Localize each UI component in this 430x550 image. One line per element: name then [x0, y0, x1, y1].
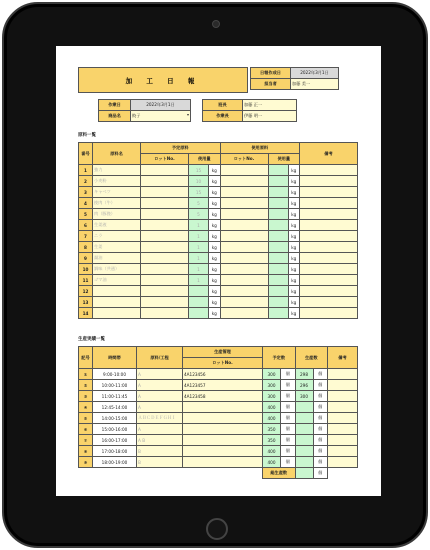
row-number: 5 [79, 209, 93, 220]
unit-label: kg [288, 253, 300, 264]
used-lot-cell[interactable] [220, 297, 268, 308]
unit-label: kg [288, 264, 300, 275]
time-slot: 12:45-14:00 [93, 402, 137, 413]
used-qty-cell[interactable] [268, 297, 288, 308]
used-lot-cell[interactable] [220, 286, 268, 297]
work-date-value[interactable]: 2022年3月1日 [131, 100, 191, 111]
materials-heading: 原料一覧 [78, 133, 96, 138]
material-name[interactable]: 挽肉（牛） [93, 198, 141, 209]
col-no: 番号 [79, 143, 93, 165]
unit-label: 個 [281, 457, 296, 468]
material-name[interactable]: 生姜 [93, 242, 141, 253]
production-heading: 生産実績一覧 [78, 337, 105, 342]
row-symbol: ⑤ [79, 413, 93, 424]
unit-label: kg [209, 176, 221, 187]
remarks-cell[interactable] [328, 380, 358, 391]
remarks-cell[interactable] [328, 446, 358, 457]
time-slot: 15:00-16:00 [93, 424, 137, 435]
unit-label: 個 [313, 413, 328, 424]
time-slot: 18:00-19:00 [93, 457, 137, 468]
time-slot: 11:00-11:45 [93, 391, 137, 402]
unit-label: 個 [313, 380, 328, 391]
row-symbol: ② [79, 380, 93, 391]
col-time: 時間帯 [93, 347, 137, 369]
produced-count[interactable]: 300 [295, 391, 313, 402]
remarks-cell[interactable] [300, 187, 358, 198]
remarks-cell[interactable] [300, 297, 358, 308]
material-name[interactable]: 調味（共通） [93, 264, 141, 275]
unit-label: kg [288, 220, 300, 231]
remarks-cell[interactable] [300, 220, 358, 231]
planned-count[interactable]: 300 [263, 391, 281, 402]
row-number: 1 [79, 165, 93, 176]
planned-qty-cell[interactable]: 5 [189, 209, 209, 220]
remarks-cell[interactable] [328, 369, 358, 380]
spreadsheet-screen [56, 46, 381, 496]
remarks-cell[interactable] [300, 231, 358, 242]
planned-count[interactable]: 400 [263, 457, 281, 468]
time-slot: 16:00-17:00 [93, 435, 137, 446]
home-button[interactable] [206, 518, 228, 540]
unit-label: kg [288, 231, 300, 242]
used-qty-cell[interactable] [268, 209, 288, 220]
material-name[interactable] [93, 297, 141, 308]
material-name[interactable]: キャベツ [93, 187, 141, 198]
material-name[interactable]: ゴマ油 [93, 275, 141, 286]
unit-label: kg [209, 209, 221, 220]
work-date-label: 作業日 [99, 100, 131, 111]
tablet-frame [2, 2, 428, 548]
table-row [79, 435, 358, 446]
planned-lot-cell[interactable] [141, 187, 189, 198]
planned-qty-cell[interactable]: 1 [189, 231, 209, 242]
table-row [79, 457, 358, 468]
col-planned: 予定原料 [141, 143, 221, 154]
unit-label: 個 [313, 369, 328, 380]
unit-label: kg [288, 275, 300, 286]
planned-lot-cell[interactable] [141, 297, 189, 308]
col-remarks: 備考 [300, 143, 358, 165]
row-number: 6 [79, 220, 93, 231]
planned-lot-cell[interactable] [141, 209, 189, 220]
row-number: 3 [79, 187, 93, 198]
planned-lot-cell[interactable] [141, 275, 189, 286]
used-lot-cell[interactable] [220, 242, 268, 253]
unit-label: kg [209, 275, 221, 286]
row-symbol: ⑥ [79, 424, 93, 435]
lot-number[interactable] [183, 435, 263, 446]
material-process[interactable]: A [137, 369, 183, 380]
produced-count[interactable]: 296 [295, 380, 313, 391]
unit-label: kg [288, 187, 300, 198]
planned-qty-cell[interactable]: 10 [189, 176, 209, 187]
used-lot-cell[interactable] [220, 220, 268, 231]
col-name: 原料名 [93, 143, 141, 165]
col-qty-1: 使用量 [189, 154, 221, 165]
unit-label: kg [288, 297, 300, 308]
material-process[interactable]: A B [137, 435, 183, 446]
row-number: 7 [79, 231, 93, 242]
table-row [79, 369, 358, 380]
used-qty-cell[interactable] [268, 220, 288, 231]
material-name[interactable]: 強力 [93, 165, 141, 176]
col-qty-2: 使用量 [268, 154, 300, 165]
material-process[interactable]: B [137, 457, 183, 468]
unit-label: kg [209, 231, 221, 242]
used-lot-cell[interactable] [220, 275, 268, 286]
table-row [79, 275, 358, 286]
planned-lot-cell[interactable] [141, 220, 189, 231]
col-material: 原料/工程 [137, 347, 183, 369]
material-name[interactable]: 醤油 [93, 253, 141, 264]
table-row [79, 413, 358, 424]
produced-count[interactable] [295, 435, 313, 446]
table-row [79, 242, 358, 253]
unit-label: kg [209, 264, 221, 275]
unit-label: 個 [281, 391, 296, 402]
planned-lot-cell[interactable] [141, 242, 189, 253]
material-process[interactable]: A [137, 424, 183, 435]
time-slot: 14:00-15:00 [93, 413, 137, 424]
remarks-cell[interactable] [300, 242, 358, 253]
row-number: 8 [79, 242, 93, 253]
time-slot: 9:00-10:00 [93, 369, 137, 380]
lot-number[interactable] [183, 424, 263, 435]
person-value[interactable]: 加藤 美一 [291, 79, 339, 90]
unit-label: kg [209, 297, 221, 308]
unit-label: 個 [281, 369, 296, 380]
camera-icon [212, 20, 220, 28]
used-lot-cell[interactable] [220, 308, 268, 319]
material-process[interactable]: ＡＢＣＤＥＦＧＨＩ [137, 413, 183, 424]
used-qty-cell[interactable] [268, 242, 288, 253]
row-symbol: ⑦ [79, 435, 93, 446]
planned-lot-cell[interactable] [141, 165, 189, 176]
used-lot-cell[interactable] [220, 176, 268, 187]
remarks-cell[interactable] [328, 457, 358, 468]
used-qty-cell[interactable] [268, 231, 288, 242]
used-qty-cell[interactable] [268, 286, 288, 297]
unit-label: kg [288, 165, 300, 176]
material-process[interactable]: B [137, 446, 183, 457]
row-symbol: ④ [79, 402, 93, 413]
planned-qty-cell[interactable]: 1 [189, 242, 209, 253]
row-symbol: ① [79, 369, 93, 380]
page-title: 加 工 日 報 [78, 67, 248, 93]
created-value[interactable]: 2022年3月1日 [291, 68, 339, 79]
table-row [79, 391, 358, 402]
row-symbol: ⑧ [79, 446, 93, 457]
used-lot-cell[interactable] [220, 198, 268, 209]
planned-lot-cell[interactable] [141, 198, 189, 209]
table-row [79, 286, 358, 297]
remarks-cell[interactable] [328, 424, 358, 435]
planned-qty-cell[interactable]: 5 [189, 198, 209, 209]
unit-label: kg [209, 253, 221, 264]
row-number: 13 [79, 297, 93, 308]
planned-lot-cell[interactable] [141, 253, 189, 264]
row-number: 10 [79, 264, 93, 275]
table-row [79, 187, 358, 198]
planned-lot-cell[interactable] [141, 176, 189, 187]
lot-number[interactable]: 4A123458 [183, 391, 263, 402]
planned-qty-cell[interactable]: 1 [189, 264, 209, 275]
row-number: 2 [79, 176, 93, 187]
row-number: 12 [79, 286, 93, 297]
unit-label: kg [209, 308, 221, 319]
row-symbol: ③ [79, 391, 93, 402]
remarks-cell[interactable] [300, 176, 358, 187]
unit-label: kg [209, 187, 221, 198]
col-lot-2: ロットNo. [220, 154, 268, 165]
used-lot-cell[interactable] [220, 165, 268, 176]
lot-number[interactable] [183, 402, 263, 413]
unit-label: kg [288, 308, 300, 319]
work-leader-label: 作業長 [203, 111, 243, 122]
person-label: 担当者 [251, 79, 291, 90]
remarks-cell[interactable] [328, 413, 358, 424]
planned-qty-cell[interactable]: 15 [189, 187, 209, 198]
used-qty-cell[interactable] [268, 165, 288, 176]
col-prod-lot: ロットNo. [183, 358, 263, 369]
table-row [79, 297, 358, 308]
planned-count[interactable]: 350 [263, 435, 281, 446]
planned-qty-cell[interactable] [189, 308, 209, 319]
produced-count[interactable] [295, 446, 313, 457]
table-row [79, 165, 358, 176]
table-row [79, 220, 358, 231]
remarks-cell[interactable] [300, 253, 358, 264]
planned-count[interactable]: 400 [263, 402, 281, 413]
table-row [79, 264, 358, 275]
unit-label: 個 [313, 446, 328, 457]
table-row [79, 402, 358, 413]
product-select[interactable]: 餃子 ▾ [131, 111, 191, 122]
planned-count[interactable]: 400 [263, 446, 281, 457]
total-unit: 個 [313, 468, 328, 479]
produced-count[interactable]: 298 [295, 369, 313, 380]
table-row [79, 446, 358, 457]
row-number: 4 [79, 198, 93, 209]
info-table [98, 99, 297, 122]
time-slot: 17:00-18:00 [93, 446, 137, 457]
planned-count[interactable]: 300 [263, 369, 281, 380]
unit-label: kg [288, 286, 300, 297]
lot-number[interactable]: 4A123457 [183, 380, 263, 391]
section-chief-value[interactable]: 加藤 正一 [243, 100, 297, 111]
unit-label: kg [209, 242, 221, 253]
unit-label: 個 [281, 402, 296, 413]
meta-table [250, 67, 339, 90]
material-process[interactable]: A [137, 380, 183, 391]
material-name[interactable]: ニラ [93, 231, 141, 242]
lot-number[interactable] [183, 457, 263, 468]
unit-label: 個 [313, 435, 328, 446]
used-lot-cell[interactable] [220, 253, 268, 264]
material-name[interactable] [93, 286, 141, 297]
remarks-cell[interactable] [300, 165, 358, 176]
created-label: 日報作成日 [251, 68, 291, 79]
unit-label: 個 [281, 424, 296, 435]
unit-label: kg [288, 198, 300, 209]
material-process[interactable]: A [137, 391, 183, 402]
produced-count[interactable] [295, 402, 313, 413]
unit-label: 個 [313, 402, 328, 413]
unit-label: kg [209, 286, 221, 297]
used-qty-cell[interactable] [268, 264, 288, 275]
product-label: 商品名 [99, 111, 131, 122]
remarks-cell[interactable] [328, 391, 358, 402]
planned-qty-cell[interactable]: 1 [189, 220, 209, 231]
planned-lot-cell[interactable] [141, 264, 189, 275]
used-lot-cell[interactable] [220, 264, 268, 275]
remarks-cell[interactable] [300, 198, 358, 209]
used-qty-cell[interactable] [268, 176, 288, 187]
row-symbol: ⑨ [79, 457, 93, 468]
table-row [79, 176, 358, 187]
unit-label: 個 [281, 413, 296, 424]
remarks-cell[interactable] [300, 286, 358, 297]
planned-qty-cell[interactable]: 1 [189, 275, 209, 286]
lot-number[interactable] [183, 413, 263, 424]
planned-lot-cell[interactable] [141, 286, 189, 297]
material-name[interactable] [93, 308, 141, 319]
materials-table [78, 142, 358, 319]
time-slot: 10:00-11:00 [93, 380, 137, 391]
planned-lot-cell[interactable] [141, 231, 189, 242]
col-produced: 生産数 [295, 347, 328, 369]
unit-label: 個 [281, 380, 296, 391]
planned-count[interactable]: 300 [263, 380, 281, 391]
material-name[interactable]: 肉（豚挽） [93, 209, 141, 220]
table-row [79, 209, 358, 220]
work-leader-value[interactable]: 伊藤 明一 [243, 111, 297, 122]
total-value [295, 468, 313, 479]
used-qty-cell[interactable] [268, 198, 288, 209]
used-lot-cell[interactable] [220, 187, 268, 198]
remarks-cell[interactable] [328, 435, 358, 446]
unit-label: kg [288, 176, 300, 187]
planned-lot-cell[interactable] [141, 308, 189, 319]
col-prod-no: 記号 [79, 347, 93, 369]
used-lot-cell[interactable] [220, 231, 268, 242]
produced-count[interactable] [295, 413, 313, 424]
produced-count[interactable] [295, 424, 313, 435]
unit-label: kg [209, 198, 221, 209]
remarks-cell[interactable] [300, 209, 358, 220]
unit-label: 個 [281, 435, 296, 446]
col-lot-1: ロットNo. [141, 154, 189, 165]
planned-count[interactable]: 400 [263, 413, 281, 424]
material-name[interactable]: 生姜液 [93, 220, 141, 231]
unit-label: kg [209, 220, 221, 231]
row-number: 11 [79, 275, 93, 286]
planned-qty-cell[interactable]: 15 [189, 165, 209, 176]
remarks-cell[interactable] [328, 402, 358, 413]
remarks-cell[interactable] [300, 275, 358, 286]
lot-number[interactable] [183, 446, 263, 457]
remarks-cell[interactable] [300, 264, 358, 275]
material-name[interactable]: 小麦粉 [93, 176, 141, 187]
planned-qty-cell[interactable]: 1 [189, 253, 209, 264]
remarks-cell[interactable] [300, 308, 358, 319]
section-chief-label: 班長 [203, 100, 243, 111]
col-used: 使用原料 [220, 143, 300, 154]
used-qty-cell[interactable] [268, 275, 288, 286]
unit-label: kg [209, 165, 221, 176]
table-row [79, 424, 358, 435]
planned-qty-cell[interactable] [189, 297, 209, 308]
row-number: 9 [79, 253, 93, 264]
unit-label: 個 [313, 424, 328, 435]
material-process[interactable]: A [137, 402, 183, 413]
unit-label: 個 [313, 457, 328, 468]
used-qty-cell[interactable] [268, 253, 288, 264]
row-number: 14 [79, 308, 93, 319]
col-prod-mgmt: 生産管理 [183, 347, 263, 358]
lot-number[interactable]: 4A123456 [183, 369, 263, 380]
total-label: 総生産数 [263, 468, 296, 479]
planned-qty-cell[interactable] [189, 286, 209, 297]
table-row [79, 231, 358, 242]
table-row [79, 253, 358, 264]
production-table [78, 346, 358, 479]
used-qty-cell[interactable] [268, 187, 288, 198]
table-row [79, 308, 358, 319]
table-row [79, 380, 358, 391]
col-prod-remarks: 備考 [328, 347, 358, 369]
used-lot-cell[interactable] [220, 209, 268, 220]
planned-count[interactable]: 350 [263, 424, 281, 435]
produced-count[interactable] [295, 457, 313, 468]
col-planned-qty: 予定数 [263, 347, 296, 369]
table-row [79, 198, 358, 209]
unit-label: kg [288, 209, 300, 220]
unit-label: 個 [281, 446, 296, 457]
unit-label: kg [288, 242, 300, 253]
unit-label: 個 [313, 391, 328, 402]
used-qty-cell[interactable] [268, 308, 288, 319]
